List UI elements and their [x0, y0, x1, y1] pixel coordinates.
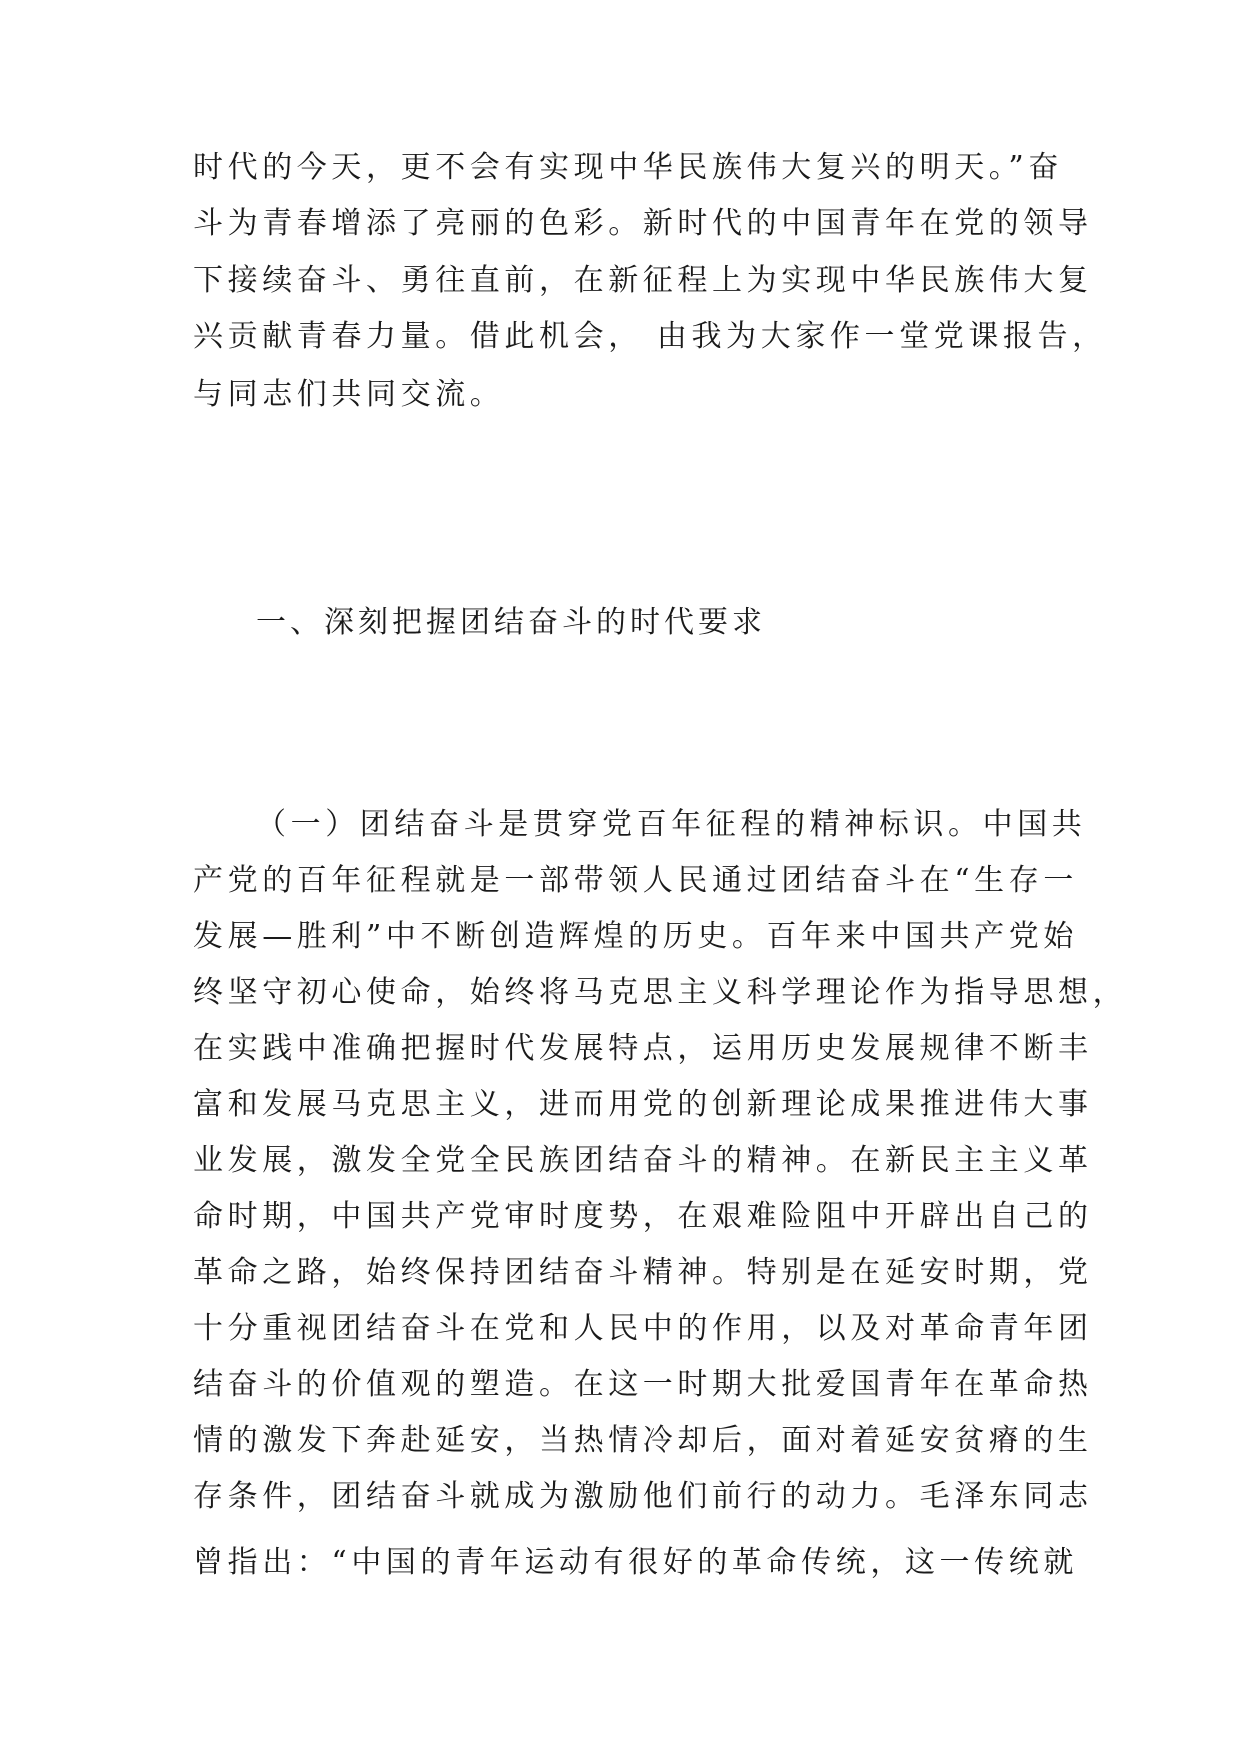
para-line-2: 产党的百年征程就是一部带领人民通过团结奋斗在“生存一: [193, 863, 1078, 898]
para-line-6: 富和发展马克思主义，进而用党的创新理论成果推进伟大事: [193, 1087, 1093, 1122]
para-line-9: 革命之路，始终保持团结奋斗精神。特别是在延安时期，党: [193, 1255, 1093, 1290]
para-line-11: 结奋斗的价值观的塑造。在这一时期大批爱国青年在革命热: [193, 1367, 1093, 1402]
para-line-5: 在实践中准确把握时代发展特点，运用历史发展规律不断丰: [193, 1031, 1093, 1066]
intro-line-4: 兴贡献青春力量。借此机会， 由我为大家作一堂党课报告，: [193, 319, 1107, 354]
intro-line-3: 下接续奋斗、勇往直前，在新征程上为实现中华民族伟大复: [193, 263, 1093, 298]
intro-line-1: 时代的今天，更不会有实现中华民族伟大复兴的明天。”奋: [193, 150, 1063, 185]
intro-line-2: 斗为青春增添了亮丽的色彩。新时代的中国青年在党的领导: [193, 206, 1093, 241]
para-line-14: 曾指出：“中国的青年运动有很好的革命传统，这一传统就: [193, 1545, 1078, 1580]
section-heading: 一、深刻把握团结奋斗的时代要求: [256, 605, 766, 640]
para-line-3: 发展—胜利”中不断创造辉煌的历史。百年来中国共产党始: [193, 919, 1078, 954]
para-line-10: 十分重视团结奋斗在党和人民中的作用，以及对革命青年团: [193, 1311, 1093, 1346]
para-line-1: （一）团结奋斗是贯穿党百年征程的精神标识。中国共: [256, 807, 1087, 842]
para-line-4: 终坚守初心使命，始终将马克思主义科学理论作为指导思想，: [193, 975, 1128, 1010]
para-line-8: 命时期，中国共产党审时度势，在艰难险阻中开辟出自己的: [193, 1199, 1093, 1234]
intro-line-5: 与同志们共同交流。: [193, 377, 505, 412]
para-line-7: 业发展，激发全党全民族团结奋斗的精神。在新民主主义革: [193, 1143, 1093, 1178]
para-line-13: 存条件，团结奋斗就成为激励他们前行的动力。毛泽东同志: [193, 1479, 1093, 1514]
para-line-12: 情的激发下奔赴延安，当热情冷却后，面对着延安贫瘠的生: [193, 1423, 1093, 1458]
